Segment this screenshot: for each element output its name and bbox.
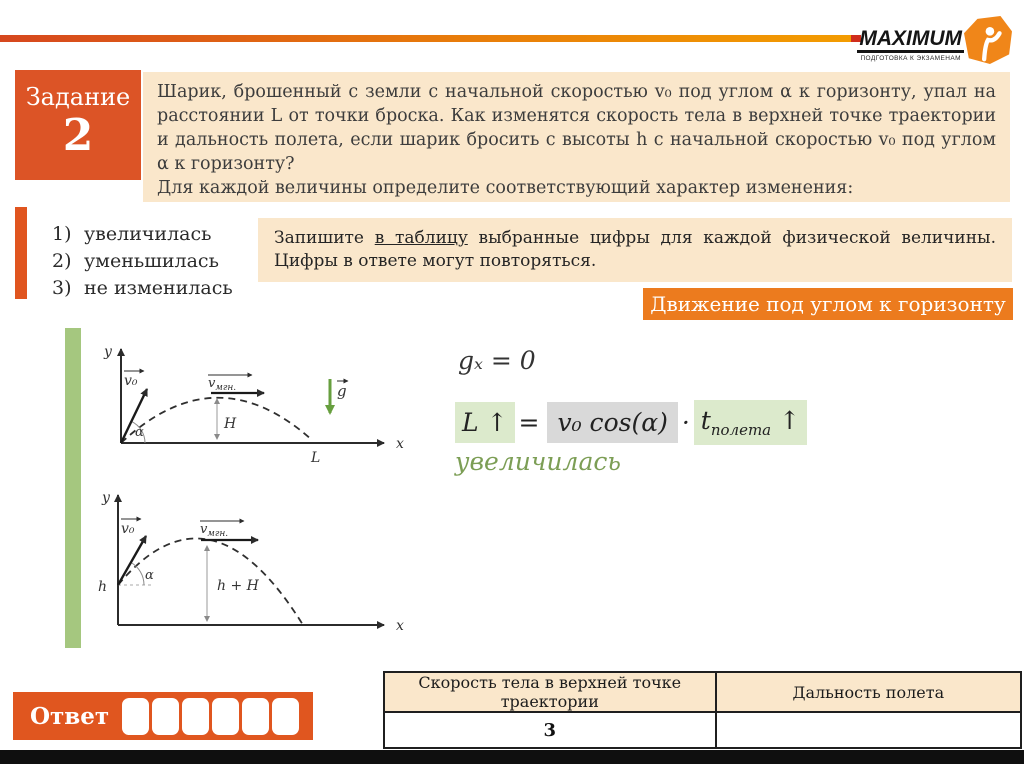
launch-height-label: h (98, 579, 108, 595)
x-axis-label: x (396, 618, 404, 634)
angle-label: α (145, 568, 154, 583)
answer-cell (272, 698, 299, 735)
y-axis-label: y (102, 490, 110, 506)
answer-cell (152, 698, 179, 735)
angle-label: α (135, 425, 144, 440)
instruction-line-2: Цифры в ответе могут повторяться. (274, 251, 597, 271)
problem-prompt: Для каждой величины определите соответствующий характер изменения: (157, 178, 854, 198)
answer-cell (212, 698, 239, 735)
option-item (52, 221, 233, 248)
option-number: 1) (52, 223, 72, 245)
task-card (15, 70, 141, 180)
option-number: 3) (52, 277, 72, 299)
gravity-label: g (337, 382, 347, 400)
table-header-speed: Скорость тела в верхней точке траектории (384, 672, 716, 712)
option-label: увеличилась (84, 223, 212, 245)
brand-name: MAXIMUM (857, 28, 964, 53)
angle-arc (131, 563, 144, 586)
initial-velocity-vector (118, 536, 146, 585)
range-label: L (311, 450, 321, 466)
footer-bar (0, 750, 1024, 764)
brand-subtitle: ПОДГОТОВКА К ЭКЗАМЕНАМ (860, 55, 961, 62)
conclusion-text: увеличилась (455, 447, 621, 476)
option-number: 2) (52, 250, 72, 272)
formula-L-symbol: L (462, 408, 479, 437)
answer-cell (182, 698, 209, 735)
formula-lhs-highlight (455, 402, 515, 443)
apex-velocity-label: $v_{мгн.}$ (200, 522, 229, 539)
option-label: уменьшилась (84, 250, 219, 272)
formula-t-symbol: t (700, 406, 711, 435)
topic-banner: Движение под углом к горизонту (643, 288, 1013, 320)
x-axis-label: x (396, 436, 404, 452)
option-item (52, 248, 233, 275)
initial-velocity-label: v₀ (121, 521, 135, 537)
formula-term-highlight: v₀ cos(α) (547, 402, 677, 443)
table-cell-range-answer (716, 712, 1021, 748)
task-number: 2 (62, 110, 94, 161)
apex-velocity-label: $v_{мгн.}$ (208, 376, 237, 393)
answer-cell (122, 698, 149, 735)
answer-label: Ответ (30, 702, 110, 730)
option-item (52, 275, 233, 302)
up-arrow: ↑ (779, 406, 801, 435)
answers-table (383, 671, 1022, 749)
answer-cells (122, 698, 299, 735)
instruction-box (258, 218, 1012, 282)
table-cell-speed-answer: 3 (384, 712, 716, 748)
instruction-line-1 (274, 227, 996, 250)
equals-sign: = (518, 408, 540, 437)
brand-text (857, 28, 964, 62)
problem-box (143, 72, 1010, 202)
table-header-row (384, 672, 1021, 712)
formula-range (455, 400, 807, 445)
options-accent-bar (15, 207, 27, 299)
total-height-label: h + H (217, 578, 259, 594)
table-header-range: Дальность полета (716, 672, 1021, 712)
formula-time-highlight (694, 400, 807, 445)
brand-logo (857, 16, 1012, 68)
height-label: H (224, 416, 237, 432)
task-label: Задание (25, 83, 131, 111)
table-row (384, 712, 1021, 748)
y-axis-label: y (104, 344, 112, 360)
instruction-text: Запишите (274, 228, 375, 248)
answer-cell (242, 698, 269, 735)
multiplication-dot: · (681, 408, 690, 437)
trajectory-diagram-ground (90, 335, 420, 473)
instruction-text: выбранные цифры для каждой физической величины. (467, 228, 996, 248)
instruction-underlined-text: в таблицу (374, 228, 468, 248)
answer-box (13, 692, 313, 740)
trajectory-diagram-height (90, 483, 420, 645)
option-label: не изменилась (84, 277, 233, 299)
header-accent-line (0, 35, 851, 42)
problem-text: Шарик, брошенный с земли с начальной скоростью v₀ под углом α к горизонту, упал на расстоянии L от точки броска. Как изменятся скорость тела в верхней точке траектории и дальность полета, если шарик бросить с высоты h с начальной скоростью v₀ под углом α к горизонту? (157, 82, 996, 174)
formula-gx: gₓ = 0 (458, 346, 536, 375)
diagram-accent-bar (65, 328, 81, 648)
up-arrow: ↑ (486, 408, 508, 437)
options-list (52, 221, 233, 302)
brand-mark-icon (964, 16, 1012, 68)
formula-t-subscript: полета (710, 421, 772, 439)
initial-velocity-label: v₀ (124, 373, 138, 389)
